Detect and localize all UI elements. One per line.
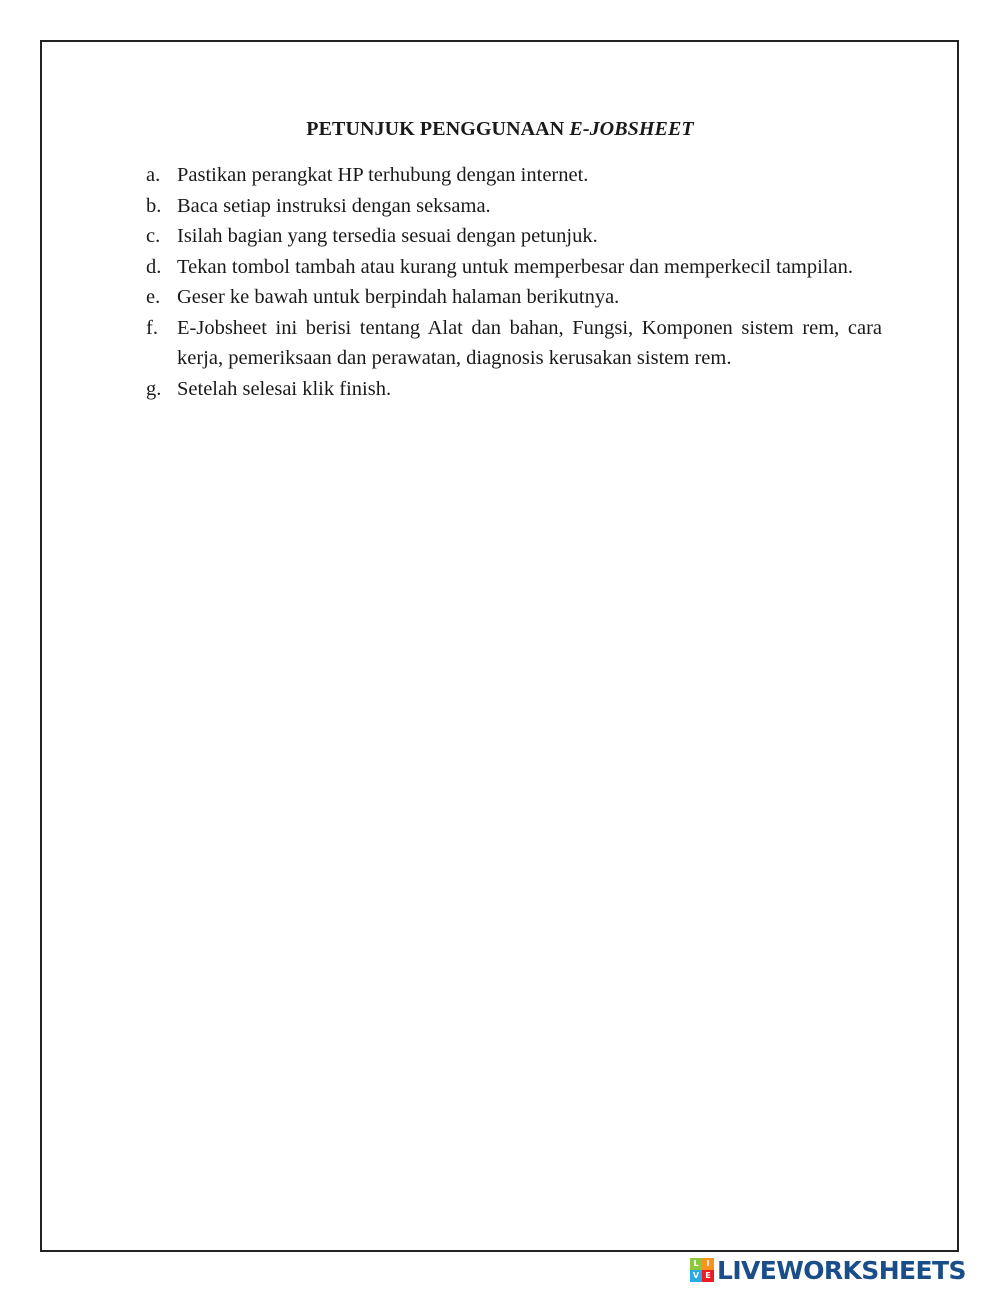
list-item-text: Baca setiap instruksi dengan seksama. xyxy=(177,194,491,217)
list-item xyxy=(146,374,882,405)
logo-tile-i: I xyxy=(702,1258,714,1270)
list-item xyxy=(146,221,882,252)
instruction-list xyxy=(146,160,882,404)
logo-tile-v: V xyxy=(690,1270,702,1282)
list-marker: g. xyxy=(146,377,162,400)
logo-tile-l: L xyxy=(690,1258,702,1270)
list-marker: c. xyxy=(146,225,161,247)
liveworksheets-logo-icon xyxy=(690,1258,714,1282)
list-item xyxy=(146,313,882,374)
list-item xyxy=(146,282,882,313)
list-item xyxy=(146,191,882,222)
list-marker: e. xyxy=(146,286,161,308)
title-main: PETUNJUK PENGGUNAAN xyxy=(306,118,570,140)
list-item-text: Setelah selesai klik finish. xyxy=(177,377,392,400)
title-italic: E-JOBSHEET xyxy=(569,118,694,140)
list-item-text: Tekan tombol tambah atau kurang untuk memperbesar dan memperkecil tampilan. xyxy=(177,255,853,278)
list-marker: a. xyxy=(146,164,161,186)
list-item-text: Pastikan perangkat HP terhubung dengan internet. xyxy=(177,164,589,186)
liveworksheets-watermark xyxy=(690,1254,966,1286)
list-marker: d. xyxy=(146,255,162,278)
logo-tile-e: E xyxy=(702,1270,714,1282)
list-item-text: E-Jobsheet ini berisi tentang Alat dan bahan, Fungsi, Komponen sistem rem, cara kerja, pemeriksaan dan perawatan, diagnosis kerusakan sistem rem. xyxy=(177,316,882,369)
liveworksheets-wordmark: LIVEWORKSHEETS xyxy=(717,1255,966,1285)
list-item-text: Geser ke bawah untuk berpindah halaman berikutnya. xyxy=(177,286,620,308)
list-item-text: Isilah bagian yang tersedia sesuai dengan petunjuk. xyxy=(177,225,598,247)
page-title xyxy=(0,118,1000,141)
list-item xyxy=(146,160,882,191)
list-marker: b. xyxy=(146,194,162,217)
list-item xyxy=(146,252,882,283)
list-marker: f. xyxy=(146,316,158,339)
